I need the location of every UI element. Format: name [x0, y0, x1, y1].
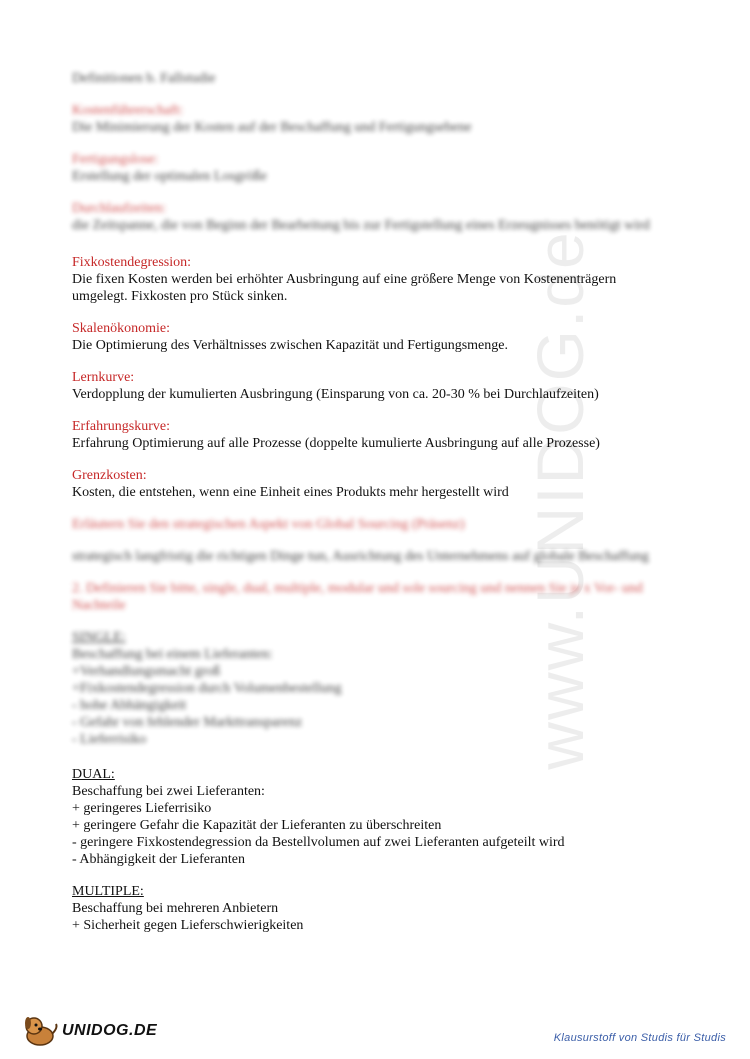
unidog-logo[interactable]	[22, 1014, 162, 1048]
sourcing-dual: DUAL: Beschaffung bei zwei Lieferanten: + geringeres Lieferrisiko + geringere Gefahr die Kapazität der Lieferanten zu überschreiten - geringere Fixkostendegression da Bestellvolumen auf zwei Lieferanten aufgeteilt wird - Abhängigkeit der Lieferanten	[72, 766, 672, 868]
blurred-question: Erläutern Sie den strategischen Aspekt von Global Sourcing (Präsenz)	[72, 517, 465, 532]
sourcing-multiple: MULTIPLE: Beschaffung bei mehreren Anbietern + Sicherheit gegen Lieferschwierigkeiten	[72, 883, 672, 934]
watermark: www.UNIDOG.de	[523, 230, 597, 770]
term-label: Grenzkosten:	[72, 468, 147, 483]
dog-mascot-icon	[22, 1014, 60, 1048]
section-heading: MULTIPLE:	[72, 884, 144, 899]
definition-entry	[72, 418, 672, 452]
definition-entry	[72, 320, 672, 354]
term-definition: Die Minimierung der Kosten auf der Beschaffung und Fertigungsebene	[72, 120, 472, 135]
blurred-entry	[72, 102, 672, 136]
document-title: Definitionen b. Fallstudie	[72, 71, 216, 86]
blurred-entry	[72, 200, 672, 234]
term-definition: Erfahrung Optimierung auf alle Prozesse (doppelte kumulierte Ausbringung auf alle Prozesse)	[72, 436, 600, 451]
term-definition: Verdopplung der kumulierten Ausbringung (Einsparung von ca. 20-30 % bei Durchlaufzeiten)	[72, 387, 599, 402]
blurred-question: 2. Definieren Sie bitte, single, dual, multiple, modular und sole sourcing und nennen Sie je x Vor- und Nachteile	[72, 581, 643, 613]
term-definition: Die Optimierung des Verhältnisses zwischen Kapazität und Fertigungsmenge.	[72, 338, 508, 353]
definition-entry	[72, 467, 672, 501]
blurred-entry	[72, 151, 672, 185]
term-label: Kostenführerschaft:	[72, 103, 184, 118]
term-label: Fertigungslose:	[72, 152, 159, 167]
term-label: Erfahrungskurve:	[72, 419, 170, 434]
blurred-answer: strategisch langfristig die richtigen Dinge tun, Ausrichtung des Unternehmens auf globale Beschaffung	[72, 549, 649, 564]
term-definition: Kosten, die entstehen, wenn eine Einheit eines Produkts mehr hergestellt wird	[72, 485, 509, 500]
term-label: Durchlaufzeiten:	[72, 201, 167, 216]
definition-entry	[72, 254, 672, 305]
term-label: Fixkostendegression:	[72, 255, 191, 270]
term-definition: Erstellung der optimalen Losgröße	[72, 169, 267, 184]
section-heading: DUAL:	[72, 767, 115, 782]
sourcing-single: SINGLE: Beschaffung bei einem Lieferanten: +Verhandlungsmacht groß +Fixkostendegression durch Volumenbestellung - hohe Abhängigkeit - Gefahr von fehlender Markttransparenz - Lieferrisiko	[72, 629, 672, 748]
footer-tagline: Klausurstoff von Studis für Studis	[553, 1032, 726, 1044]
term-label: Skalenökonomie:	[72, 321, 170, 336]
term-label: Lernkurve:	[72, 370, 135, 385]
section-heading: SINGLE:	[72, 630, 126, 645]
logo-text: UNIDOG.DE	[62, 1022, 158, 1039]
document-content	[72, 70, 672, 949]
term-definition: die Zeitspanne, die von Beginn der Bearbeitung bis zur Fertigstellung eines Erzeugnisses benötigt wird	[72, 218, 650, 233]
term-definition: Die fixen Kosten werden bei erhöhter Ausbringung auf eine größere Menge von Kostenenträgern umgelegt. Fixkosten pro Stück sinken.	[72, 272, 617, 304]
definition-entry	[72, 369, 672, 403]
